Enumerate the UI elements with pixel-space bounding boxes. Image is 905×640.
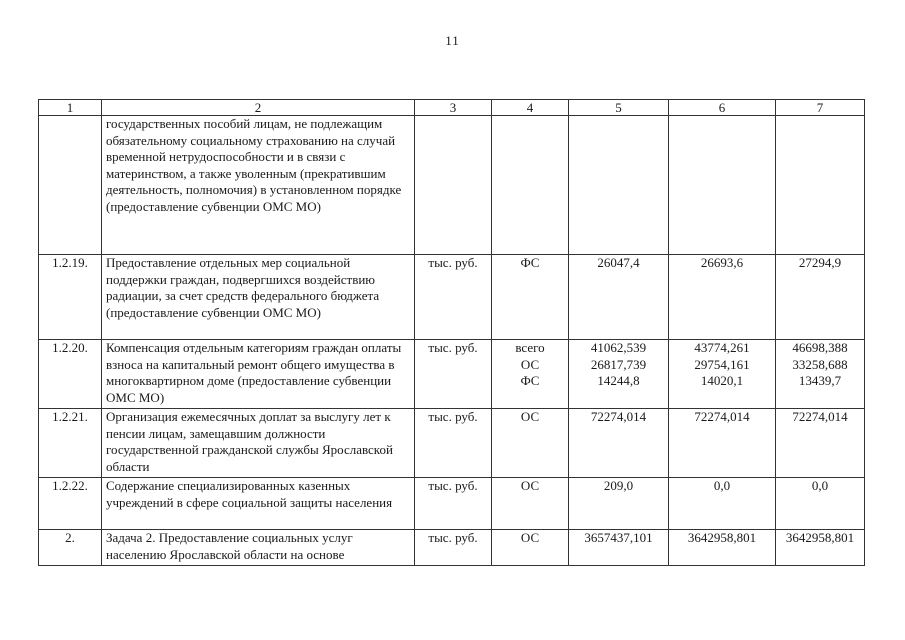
row-source-cell (492, 116, 569, 255)
row-name-cell: Задача 2. Предоставление социальных услуг населению Ярославской области на основе (102, 530, 415, 566)
table-row (39, 340, 865, 409)
source-value: ФС (520, 373, 540, 389)
amount-value: 13439,7 (798, 373, 842, 389)
amount-value: 14020,1 (700, 373, 744, 389)
column-header: 7 (776, 100, 865, 116)
amount-value: 209,0 (603, 478, 634, 493)
row-value-6-cell (669, 530, 776, 566)
row-value-5-cell (569, 116, 669, 255)
row-number-cell: 1.2.19. (39, 255, 102, 340)
source-value: ОС (520, 409, 540, 424)
source-value: всего (515, 340, 545, 355)
page-number: 11 (445, 33, 460, 48)
row-source-cell (492, 478, 569, 530)
row-value-5-cell (569, 409, 669, 478)
table-row (39, 255, 865, 340)
row-unit-cell: тыс. руб. (415, 409, 492, 478)
row-value-5-cell (569, 255, 669, 340)
table-row (39, 530, 865, 566)
row-value-6-cell (669, 116, 776, 255)
row-number-cell (39, 116, 102, 255)
row-value-7-cell (776, 478, 865, 530)
row-number-cell: 1.2.22. (39, 478, 102, 530)
row-value-7-cell (776, 255, 865, 340)
column-header: 6 (669, 100, 776, 116)
row-source-cell (492, 409, 569, 478)
amount-value: 43774,261 (694, 340, 750, 355)
row-value-5-cell (569, 530, 669, 566)
column-header: 5 (569, 100, 669, 116)
amount-value: 72274,014 (590, 409, 647, 424)
column-header: 2 (102, 100, 415, 116)
row-value-6-cell (669, 478, 776, 530)
row-name-cell: Компенсация отдельным категориям граждан оплаты взноса на капитальный ремонт общего имущества в многоквартирном доме (предоставление субвенции ОМС МО) (102, 340, 415, 409)
source-value: ОС (520, 356, 540, 372)
column-header: 1 (39, 100, 102, 116)
row-name-cell: Предоставление отдельных мер социальной поддержки граждан, подвергшихся воздействию радиации, за счет средств федерального бюджета (предоставление субвенции ОМС МО) (102, 255, 415, 340)
row-unit-cell: тыс. руб. (415, 255, 492, 340)
table-row (39, 409, 865, 478)
column-header: 4 (492, 100, 569, 116)
row-source-cell (492, 530, 569, 566)
row-source-cell (492, 340, 569, 409)
column-header: 3 (415, 100, 492, 116)
source-value: ОС (520, 478, 540, 493)
amount-value: 0,0 (713, 478, 731, 493)
table-row (39, 478, 865, 530)
amount-value: 72274,014 (694, 409, 750, 424)
row-value-7-cell (776, 340, 865, 409)
amount-value: 3642958,801 (785, 530, 855, 545)
row-unit-cell (415, 116, 492, 255)
amount-value: 3657437,101 (584, 530, 653, 545)
row-value-5-cell (569, 478, 669, 530)
row-value-6-cell (669, 255, 776, 340)
budget-table (38, 99, 865, 566)
amount-value: 41062,539 (590, 340, 647, 355)
amount-value: 46698,388 (792, 340, 848, 355)
amount-value: 0,0 (811, 478, 829, 493)
row-unit-cell: тыс. руб. (415, 340, 492, 409)
row-value-7-cell (776, 409, 865, 478)
source-value: ОС (520, 530, 540, 545)
amount-value: 26693,6 (700, 255, 744, 270)
source-value: ФС (520, 255, 540, 270)
row-value-6-cell (669, 340, 776, 409)
header-row (39, 100, 865, 116)
amount-value: 33258,688 (792, 356, 848, 372)
amount-value: 26817,739 (590, 356, 647, 372)
row-value-5-cell (569, 340, 669, 409)
row-name-cell: государственных пособий лицам, не подлежащим обязательному социальному страхованию на случай временной нетрудоспособности и в связи с материнством, а также уволенным (прекратившим деятельность, полномочия) в установленном порядке (предоставление субвенции ОМС МО) (102, 116, 415, 255)
amount-value: 3642958,801 (687, 530, 757, 545)
row-unit-cell: тыс. руб. (415, 530, 492, 566)
amount-value: 14244,8 (597, 373, 640, 389)
row-unit-cell: тыс. руб. (415, 478, 492, 530)
row-value-7-cell (776, 116, 865, 255)
row-value-7-cell (776, 530, 865, 566)
row-number-cell: 2. (39, 530, 102, 566)
row-source-cell (492, 255, 569, 340)
row-number-cell: 1.2.21. (39, 409, 102, 478)
row-number-cell: 1.2.20. (39, 340, 102, 409)
row-name-cell: Организация ежемесячных доплат за выслугу лет к пенсии лицам, замещавшим должности государственной гражданской службы Ярославской области (102, 409, 415, 478)
amount-value: 26047,4 (597, 255, 640, 270)
row-name-cell: Содержание специализированных казенных учреждений в сфере социальной защиты населения (102, 478, 415, 530)
amount-value: 29754,161 (694, 356, 750, 372)
amount-value: 72274,014 (792, 409, 848, 424)
amount-value: 27294,9 (798, 255, 842, 270)
table-row (39, 116, 865, 255)
row-value-6-cell (669, 409, 776, 478)
